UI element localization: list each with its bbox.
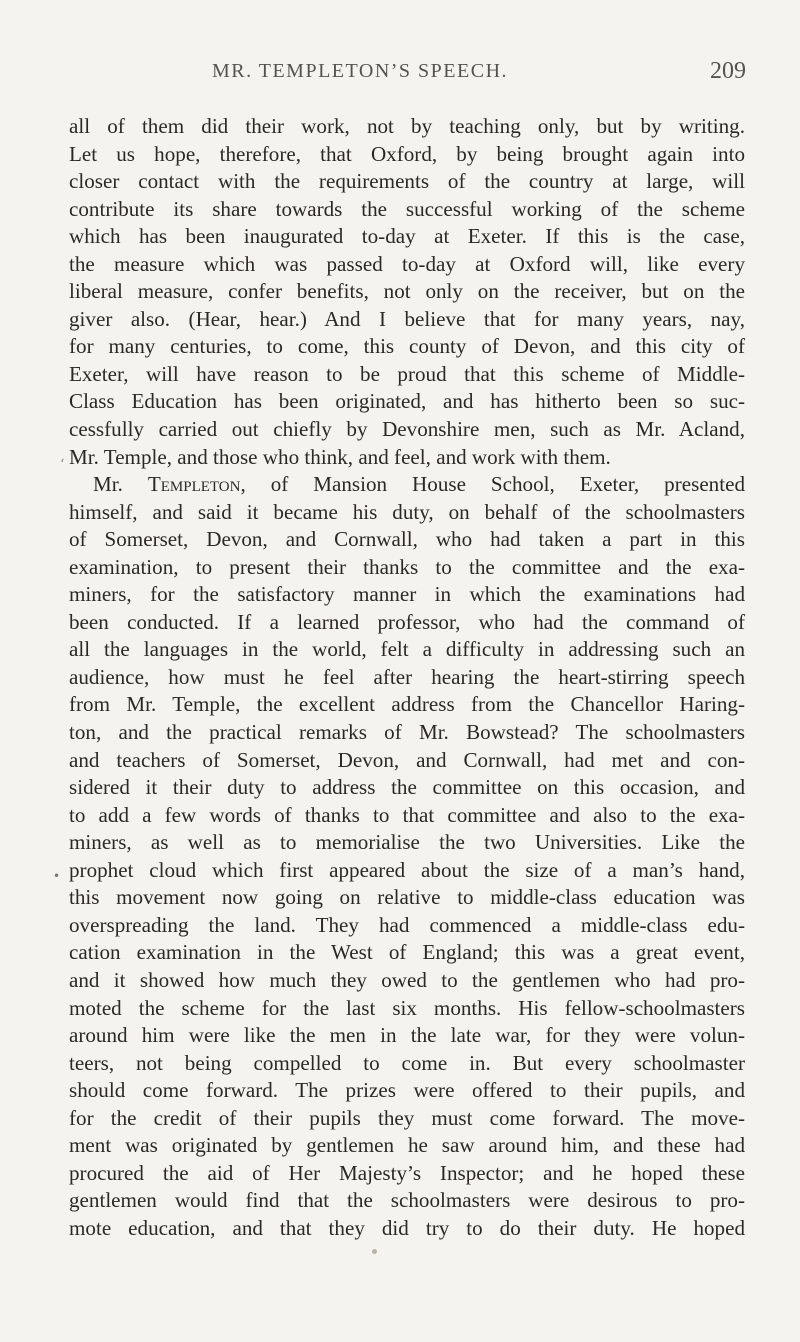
text-line: and teachers of Somerset, Devon, and Cornwall, had met and con- [69,747,745,772]
speaker-name: Templeton [147,472,241,497]
text-line: overspreading the land. They had commenced a middle-class edu- [69,912,745,937]
text-line: and it showed how much they owed to the gentlemen who had pro- [69,967,745,992]
paragraph-start-line [69,471,745,499]
text-line: examination, to present their thanks to the committee and the exa- [69,554,745,579]
text-line: this movement now going on relative to middle-class education was [69,885,745,910]
text-line: teers, not being compelled to come in. But every schoolmaster [69,1050,745,1075]
text-line: the measure which was passed to-day at Oxford will, like every [69,251,745,276]
text-run: , of Mansion House School, Exeter, presented [240,472,745,497]
text-line: moted the scheme for the last six months. His fellow-schoolmasters [69,995,745,1020]
text-line: closer contact with the requirements of the country at large, will [69,169,745,194]
text-line: which has been inaugurated to-day at Exeter. If this is the case, [69,224,745,249]
text-line: procured the aid of Her Majesty’s Inspector; and he hoped these [69,1160,745,1185]
text-line: ment was originated by gentlemen he saw around him, and these had [69,1133,745,1158]
ink-spot [372,1249,377,1254]
text-line: should come forward. The prizes were offered to their pupils, and [69,1078,745,1103]
text-line: to add a few words of thanks to that committee and also to the exa- [69,802,745,827]
text-line: all of them did their work, not by teaching only, but by writing. [69,114,745,138]
text-line: from Mr. Temple, the excellent address from the Chancellor Haring- [69,692,745,717]
text-line: all the languages in the world, felt a difficulty in addressing such an [69,637,745,662]
text-line: Exeter, will have reason to be proud that this scheme of Middle- [69,361,745,386]
text-line: miners, for the satisfactory manner in which the examinations had [69,582,745,607]
text-line: gentlemen would find that the schoolmasters were desirous to pro- [69,1188,745,1213]
text-line: liberal measure, confer benefits, not only on the receiver, but on the [69,279,745,304]
text-line: of Somerset, Devon, and Cornwall, who had taken a part in this [69,527,745,552]
text-line: audience, how must he feel after hearing the heart-stirring speech [69,664,745,689]
text-run: Mr. [93,472,148,497]
text-line: been conducted. If a learned professor, who had the command of [69,609,745,634]
text-line: for many centuries, to come, this county of Devon, and this city of [69,334,745,359]
text-line: around him were like the men in the late war, for they were volun- [69,1023,745,1048]
text-line: mote education, and that they did try to do their duty. He hoped [69,1215,745,1240]
text-line: ton, and the practical remarks of Mr. Bowstead? The schoolmasters [69,720,745,745]
page-number: 209 [710,58,746,84]
running-head [0,60,800,90]
text-line: Mr. Temple, and those who think, and feel, and work with them. [69,444,611,469]
running-title: MR. TEMPLETON’S SPEECH. [211,60,509,82]
text-line: cation examination in the West of England; this was a great event, [69,940,745,965]
text-line: sidered it their duty to address the committee on this occasion, and [69,775,745,800]
text-line: prophet cloud which first appeared about the size of a man’s hand, [69,857,745,882]
text-line: giver also. (Hear, hear.) And I believe that for many years, nay, [69,306,745,331]
text-line: Let us hope, therefore, that Oxford, by being brought again into [69,141,745,166]
text-line: contribute its share towards the successful working of the scheme [69,196,745,221]
margin-tick-mark: ‘ [60,457,65,473]
text-line: cessfully carried out chiefly by Devonshire men, such as Mr. Acland, [69,417,745,442]
body-text [69,113,745,1242]
text-line: Class Education has been originated, and has hitherto been so suc- [69,389,745,414]
text-line: himself, and said it became his duty, on behalf of the schoolmasters [69,499,745,524]
margin-bullet-mark: • [53,869,61,883]
text-line: miners, as well as to memorialise the two Universities. Like the [69,830,745,855]
text-line: for the credit of their pupils they must come forward. The move- [69,1105,745,1130]
